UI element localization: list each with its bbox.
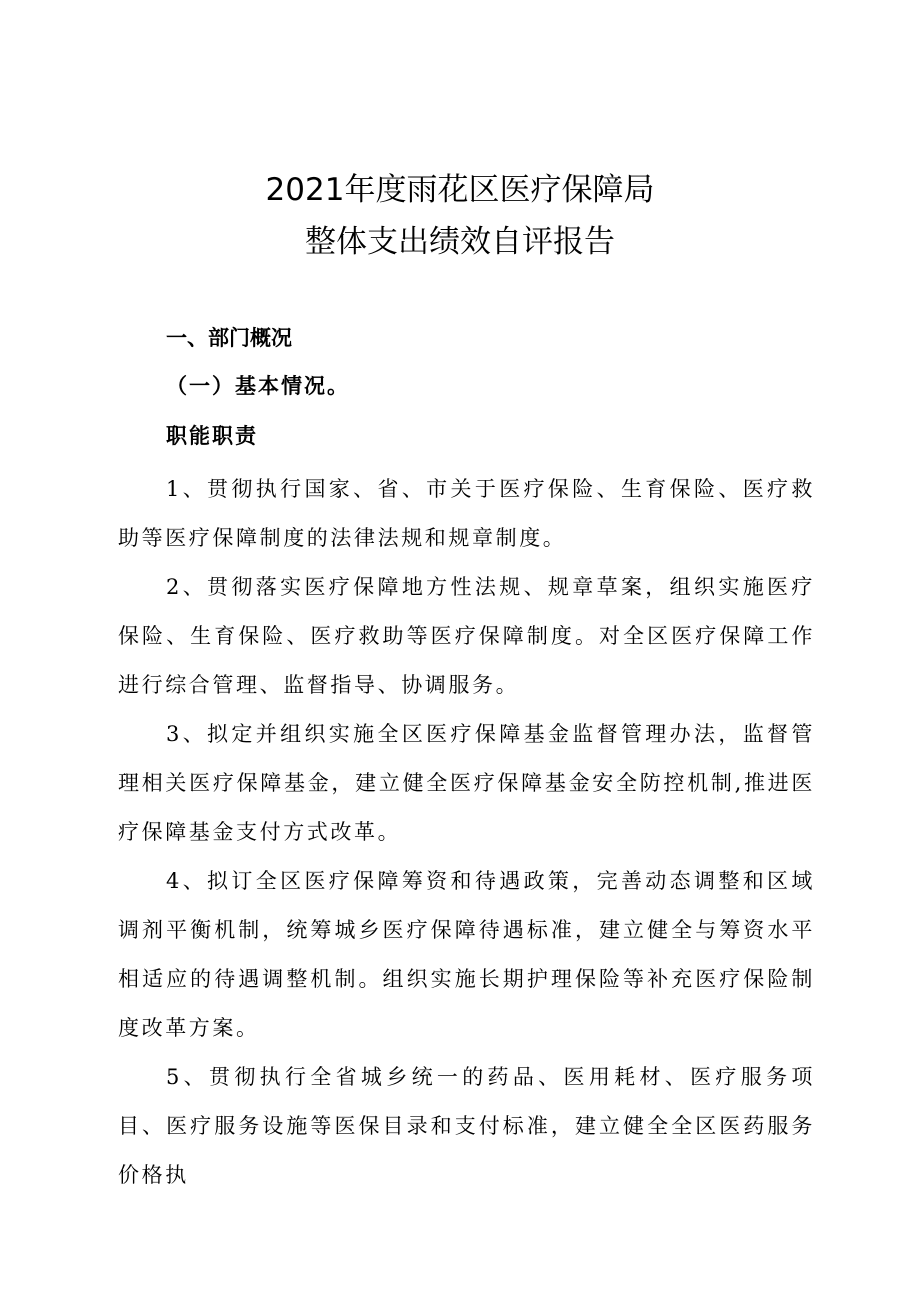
report-title-line-2: 整体支出绩效自评报告	[305, 224, 615, 260]
report-title-line-1: 2021年度雨花区医疗保障局	[265, 172, 655, 208]
duty-paragraph-5: 5、贯彻执行全省城乡统一的药品、医用耗材、医疗服务项目、医疗服务设施等医保目录和支付标准，建立健全全区医药服务价格执	[118, 1065, 815, 1187]
duty-paragraph-3: 3、拟定并组织实施全区医疗保障基金监督管理办法，监督管理相关医疗保障基金，建立健全医疗保障基金安全防控机制,推进医疗保障基金支付方式改革。	[118, 722, 815, 844]
duties-heading: 职能职责	[166, 424, 258, 448]
duty-paragraph-2: 2、贯彻落实医疗保障地方性法规、规章草案，组织实施医疗保险、生育保险、医疗救助等医疗保障制度。对全区医疗保障工作进行综合管理、监督指导、协调服务。	[118, 575, 815, 697]
duty-paragraph-4: 4、拟订全区医疗保障筹资和待遇政策，完善动态调整和区域调剂平衡机制，统筹城乡医疗保障待遇标准，建立健全与筹资水平相适应的待遇调整机制。组织实施长期护理保险等补充医疗保险制度改革方案。	[118, 869, 815, 1040]
section-heading-department-overview: 一、部门概况	[166, 326, 292, 350]
subsection-heading-basic-situation: （一）基本情况。	[166, 374, 350, 398]
duty-paragraph-1: 1、贯彻执行国家、省、市关于医疗保险、生育保险、医疗救助等医疗保障制度的法律法规和规章制度。	[118, 477, 815, 550]
